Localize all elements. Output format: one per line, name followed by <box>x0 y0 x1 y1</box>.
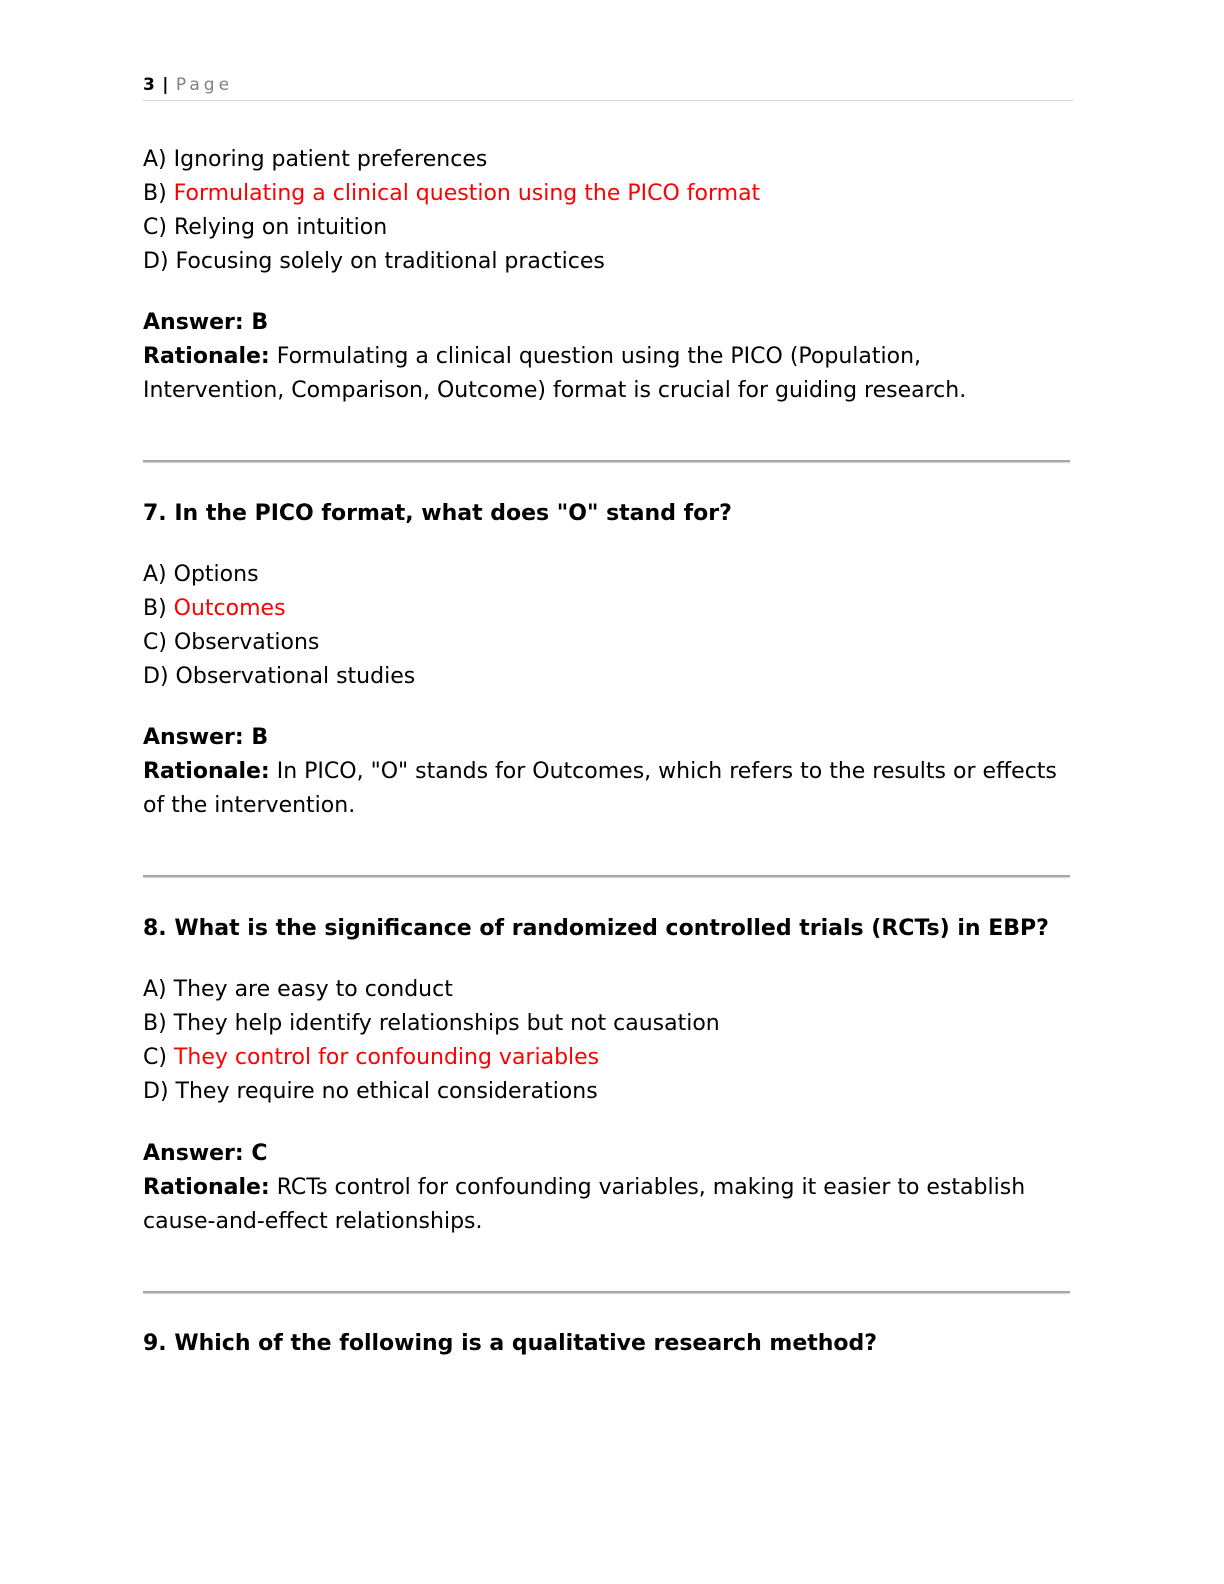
q8-option-d: D) They require no ethical considerations <box>143 1079 598 1104</box>
section-divider <box>143 460 1070 462</box>
q6-option-c: C) Relying on intuition <box>143 215 388 240</box>
q7-rationale-line2: of the intervention. <box>143 793 356 818</box>
q8-option-b: B) They help identify relationships but not causation <box>143 1011 720 1036</box>
q7-answer: Answer: B <box>143 725 269 750</box>
q8-option-c: C) They control for confounding variables <box>143 1045 600 1070</box>
q7-question: 7. In the PICO format, what does "O" stand for? <box>143 501 732 526</box>
section-divider <box>143 875 1070 877</box>
q6-rationale-line1: Rationale: Formulating a clinical question using the PICO (Population, <box>143 344 922 369</box>
q7-option-d: D) Observational studies <box>143 664 416 689</box>
q8-option-a: A) They are easy to conduct <box>143 977 453 1002</box>
q6-rationale-line2: Intervention, Comparison, Outcome) format is crucial for guiding research. <box>143 378 967 403</box>
correct-option: They control for confounding variables <box>173 1045 600 1070</box>
section-divider <box>143 1291 1070 1293</box>
q7-option-a: A) Options <box>143 562 259 587</box>
q8-question: 8. What is the significance of randomized controlled trials (RCTs) in EBP? <box>143 916 1049 941</box>
q6-answer: Answer: B <box>143 310 269 335</box>
q8-rationale-line2: cause-and-effect relationships. <box>143 1209 483 1234</box>
correct-option: Outcomes <box>173 596 286 621</box>
page-number: 3 <box>143 75 155 95</box>
q9-question: 9. Which of the following is a qualitative research method? <box>143 1331 878 1356</box>
q7-option-b: B) Outcomes <box>143 596 286 621</box>
correct-option: Formulating a clinical question using the PICO format <box>173 181 761 206</box>
q6-option-b: B) Formulating a clinical question using the PICO format <box>143 181 761 206</box>
q8-rationale-line1: Rationale: RCTs control for confounding variables, making it easier to establish <box>143 1175 1026 1200</box>
q8-answer: Answer: C <box>143 1141 268 1166</box>
page-separator: | <box>162 75 169 95</box>
page-header <box>143 74 1073 101</box>
q6-option-a: A) Ignoring patient preferences <box>143 147 488 172</box>
q6-option-d: D) Focusing solely on traditional practices <box>143 249 605 274</box>
page-word: Page <box>175 75 234 95</box>
q7-rationale-line1: Rationale: In PICO, "O" stands for Outcomes, which refers to the results or effects <box>143 759 1057 784</box>
q7-option-c: C) Observations <box>143 630 320 655</box>
